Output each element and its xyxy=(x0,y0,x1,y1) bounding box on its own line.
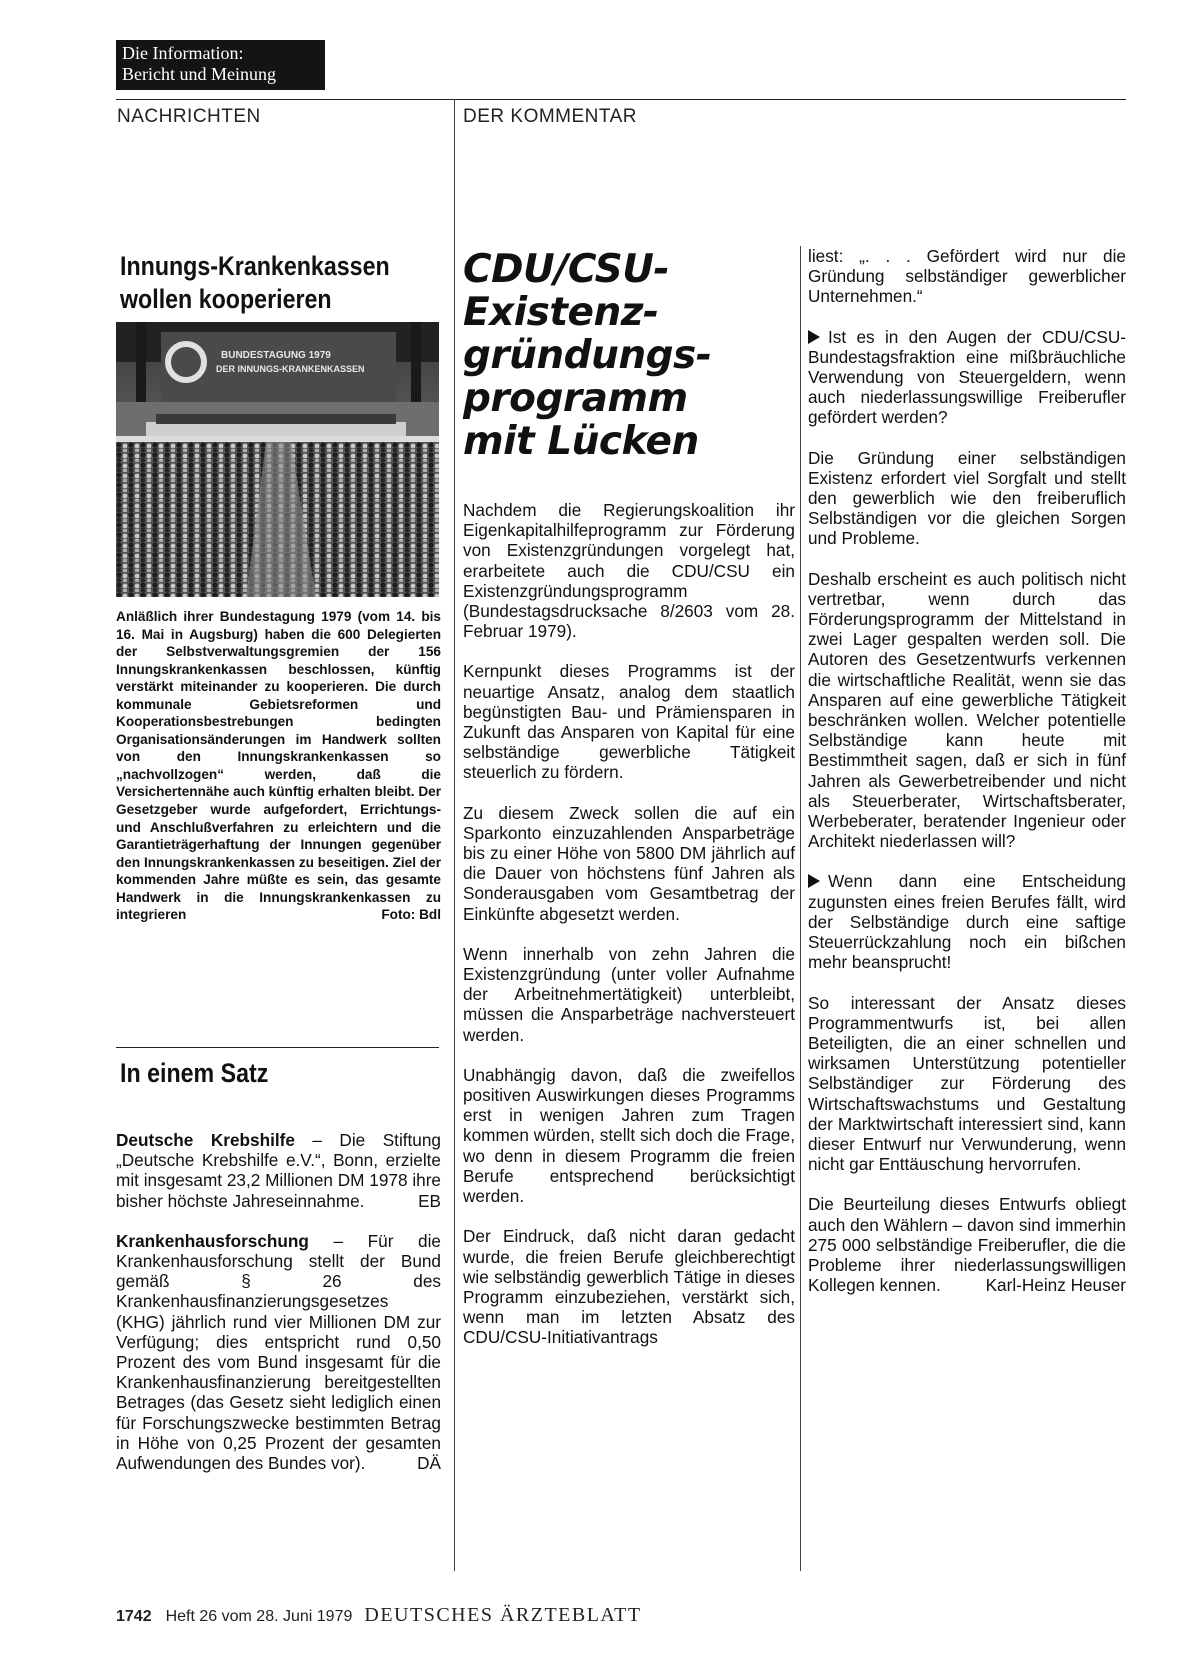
page-footer xyxy=(116,1604,642,1627)
author-signature: Karl-Heinz Heuser xyxy=(985,1275,1126,1296)
arrow-right-icon xyxy=(808,874,820,888)
news-headline-line1: Innungs-Krankenkassen xyxy=(120,251,390,281)
news-headline xyxy=(120,250,438,316)
satz-list xyxy=(116,1130,441,1493)
photo-caption-text: Anläßlich ihrer Bundestagung 1979 (vom 14. bis 16. Mai in Augsburg) haben die 600 Delegierten der Selbstverwaltungsgremien der 156 Innungskrankenkassen beschlossen, künftig verstärkt miteinander zu kooperieren. Die durch kommunale Gebietsreformen und Kooperationsbestrebungen bedingten Organisationsänderungen im Handwerk sollten von den Innungskrankenkassen so „nachvollzogen“ werden, daß die Versichertennähe auch künftig erhalten bleibt. Der Gesetzgeber wurde aufgefordert, Errichtungs- und Anschlußverfahren zu erleichtern und die Garantieträgerhaftung der Innungen gegenüber den Innungskrankenkassen zu beseitigen. Ziel der kommenden Jahre müßte es sein, das gesamte Handwerk in die Innungskrankenkassen zu integrieren xyxy=(116,609,441,923)
kommentar-headline xyxy=(463,248,798,463)
satz-item-text: – Für die Krankenhausforschung stellt der Bund gemäß § 26 des Krankenhausfinanzierungsgesetzes (KHG) jährlich rund vier Millionen DM zur Verfügung; dies entspricht rund 0,50 Prozent des vom Bund insgesamt für die Krankenhausfinanzierung bereitgestellten Betrages (das Gesetz sieht lediglich einen für Forschungszwecke bestimmten Betrag in Höhe von 0,25 Prozent der gesamten Aufwendungen des Bundes vor). xyxy=(116,1230,441,1474)
photo-credit: Foto: Bdl xyxy=(381,907,441,923)
satz-item-title: Krankenhausforschung xyxy=(116,1230,309,1251)
conference-photo xyxy=(116,322,439,597)
kommentar-headline-line: CDU/CSU- xyxy=(463,247,670,292)
kommentar-paragraph-arrow xyxy=(808,327,1126,428)
kommentar-headline-line: Existenz- xyxy=(463,290,659,335)
issue-info: Heft 26 vom 28. Juni 1979 xyxy=(165,1608,353,1625)
photo-caption xyxy=(116,608,441,924)
top-rule xyxy=(116,99,1126,100)
column-divider-right xyxy=(800,246,801,1571)
section-label-nachrichten: NACHRICHTEN xyxy=(117,106,261,127)
kommentar-paragraph-text: Ist es in den Augen der CDU/CSU-Bundestagsfraktion eine mißbräuchliche Verwendung von Steuergeldern, wenn auch niederlassungswillige Freiberufler gefördert werden? xyxy=(808,326,1126,428)
kommentar-paragraph: Nachdem die Regierungskoalition ihr Eigenkapitalhilfeprogramm zur Förderung von Existenzgründungen vorgelegt hat, erarbeitete auch die CDU/CSU ein Existenzgründungsprogramm (Bundestagsdrucksache 8/2603 vom 28. Februar 1979). xyxy=(463,500,795,642)
news-headline-line2: wollen kooperieren xyxy=(120,284,332,314)
banner-line1: BUNDESTAGUNG 1979 xyxy=(221,350,331,361)
magazine-name: DEUTSCHES ÄRZTEBLATT xyxy=(364,1604,642,1626)
masthead xyxy=(116,40,325,90)
banner-line2: DER INNUNGS-KRANKENKASSEN xyxy=(216,364,365,374)
kommentar-paragraph-text: Wenn dann eine Entscheidung zugunsten eines freien Berufes fällt, wird der Selbständige durch eine saftige Steuerrückzahlung noch ein bißchen mehr beansprucht! xyxy=(808,871,1126,973)
arrow-right-icon xyxy=(808,330,820,344)
kommentar-paragraph: So interessant der Ansatz dieses Programmentwurfs ist, bei allen Beteiligten, die an einer schnellen und wirksamen Unterstützung potentieller Selbständiger zur Förderung des Wirtschaftswachstums und Gestaltung der Marktwirtschaft interessiert sind, kann dieser Entwurf nur Verwunderung, wenn nicht gar Enttäuschung hervorrufen. xyxy=(808,992,1126,1175)
column-divider-left xyxy=(454,99,455,1571)
masthead-line2: Bericht und Meinung xyxy=(122,64,276,84)
satz-item-krebshilfe xyxy=(116,1130,441,1211)
kommentar-headline-line: programm xyxy=(463,376,688,421)
kommentar-headline-line: mit Lücken xyxy=(463,419,699,464)
satz-rule xyxy=(116,1047,439,1048)
satz-headline: In einem Satz xyxy=(120,1058,269,1088)
satz-item-krankenhausforschung xyxy=(116,1231,441,1473)
masthead-line1: Die Information: xyxy=(122,43,244,63)
kommentar-paragraph: Der Eindruck, daß nicht daran gedacht wurde, die freien Berufe gleichberechtigt wie selbständig gewerblich Tätige in dieses Programm einzubeziehen, verstärkt sich, wenn man im letzten Absatz des CDU/CSU-Initiativantrags xyxy=(463,1226,795,1348)
satz-item-text: – Die Stiftung „Deutsche Krebshilfe e.V.“, Bonn, erzielte mit insgesamt 23,2 Millionen DM 1978 ihre bisher höchste Jahreseinnahme. xyxy=(116,1130,441,1211)
kommentar-paragraph-text: Die Beurteilung dieses Entwurfs obliegt auch den Wählern – davon sind immerhin 275 000 selbständige Freiberufler, die die Probleme ihrer niederlassungswilligen Kollegen kennen. xyxy=(808,1194,1126,1296)
kommentar-paragraph: Zu diesem Zweck sollen die auf ein Sparkonto einzuzahlenden Ansparbeträge bis zu einer Höhe von 5800 DM jährlich auf die Dauer von höchstens fünf Jahren als Sonderausgaben vom Gesamtbetrag der Einkünfte abgesetzt werden. xyxy=(463,802,795,924)
kommentar-paragraph: Kernpunkt dieses Programms ist der neuartige Ansatz, analog dem staatlich begünstigten Bau- und Prämiensparen in Zukunft das Ansparen von Kapital für eine selbständige gewerbliche Tätigkeit steuerlich zu fördern. xyxy=(463,661,795,783)
page-number: 1742 xyxy=(116,1608,152,1625)
satz-item-source: DÄ xyxy=(417,1453,441,1474)
conference-photo-illustration xyxy=(116,322,439,597)
satz-item-title: Deutsche Krebshilfe xyxy=(116,1130,295,1150)
kommentar-paragraph: Deshalb erscheint es auch politisch nicht vertretbar, wenn durch das Förderungsprogramm der Mittelstand in zwei Lager gespalten werden soll. Die Autoren des Gesetzentwurfs verkennen die wirtschaftliche Realität, wenn sie das Ansparen auf eine gewerbliche Tätigkeit beschränken wollen. Welcher potentielle Selbständige kann heute mit Bestimmtheit sagen, daß er sich in fünf Jahren als Gewerbetreibender und nicht als Steuerberater, Wirtschaftsberater, Werbeberater, beratender Ingenieur oder Architekt niederlassen will? xyxy=(808,568,1126,852)
section-label-kommentar: DER KOMMENTAR xyxy=(463,106,637,127)
kommentar-headline-line: gründungs- xyxy=(463,333,712,378)
kommentar-column-middle xyxy=(463,500,795,1368)
kommentar-paragraph: Wenn innerhalb von zehn Jahren die Existenzgründung (unter voller Aufnahme der Arbeitnehmertätigkeit) unterbleibt, müssen die Ansparbeträge nachversteuert werden. xyxy=(463,943,795,1045)
kommentar-paragraph: Unabhängig davon, daß die zweifellos positiven Auswirkungen dieses Programms erst in wenigen Jahren zum Tragen kommen würden, stellt sich doch die Frage, wo denn in diesem Programm die freien Berufe entsprechend berücksichtigt werden. xyxy=(463,1064,795,1207)
satz-item-source: EB xyxy=(418,1190,441,1211)
kommentar-paragraph xyxy=(808,1194,1126,1295)
kommentar-paragraph: Die Gründung einer selbständigen Existenz erfordert viel Sorgfalt und stellt den gewerblich wie den freiberuflich Selbständigen vor die gleichen Sorgen und Probleme. xyxy=(808,447,1126,549)
kommentar-paragraph: liest: „. . . Gefördert wird nur die Gründung selbständiger gewerblicher Unternehmen.“ xyxy=(808,246,1126,307)
kommentar-paragraph-arrow xyxy=(808,871,1126,972)
kommentar-column-right xyxy=(808,246,1126,1315)
